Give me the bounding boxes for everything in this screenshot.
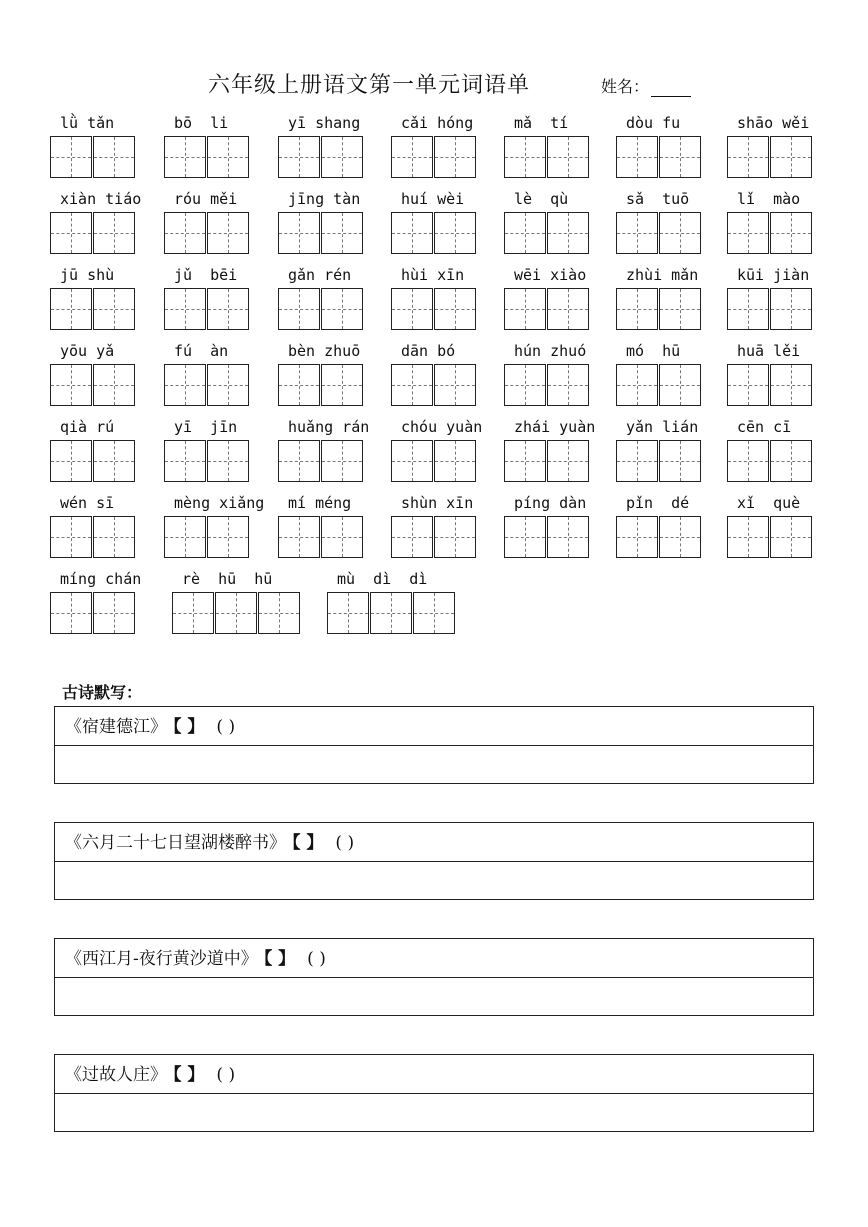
- tianzige-box[interactable]: [659, 288, 701, 330]
- tianzige-box[interactable]: [547, 136, 589, 178]
- pinyin-label: yǎn lián: [626, 418, 699, 436]
- writing-boxes: [391, 212, 477, 254]
- tianzige-box[interactable]: [93, 136, 135, 178]
- tianzige-box[interactable]: [164, 364, 206, 406]
- writing-boxes: [391, 364, 477, 406]
- tianzige-box[interactable]: [770, 516, 812, 558]
- pinyin-label: mí méng: [288, 494, 352, 512]
- poem-title: 《西江月-夜行黄沙道中》: [65, 949, 258, 969]
- writing-boxes: [172, 592, 301, 634]
- writing-boxes: [727, 136, 813, 178]
- tianzige-box[interactable]: [278, 516, 320, 558]
- name-blank-line[interactable]: [651, 82, 691, 97]
- tianzige-box[interactable]: [50, 592, 92, 634]
- tianzige-box[interactable]: [504, 212, 546, 254]
- tianzige-box[interactable]: [207, 440, 249, 482]
- tianzige-box[interactable]: [616, 364, 658, 406]
- writing-boxes: [164, 364, 250, 406]
- poem-box: [54, 822, 814, 900]
- writing-boxes: [727, 212, 813, 254]
- pinyin-label: pǐn dé: [626, 494, 690, 512]
- tianzige-box[interactable]: [50, 364, 92, 406]
- writing-boxes: [50, 592, 136, 634]
- tianzige-box[interactable]: [727, 440, 769, 482]
- tianzige-box[interactable]: [659, 440, 701, 482]
- writing-boxes: [727, 440, 813, 482]
- pinyin-label: yōu yǎ: [60, 342, 115, 360]
- tianzige-box[interactable]: [321, 364, 363, 406]
- pinyin-label: sǎ tuō: [626, 190, 690, 208]
- tianzige-box[interactable]: [727, 136, 769, 178]
- poem-writing-line[interactable]: [55, 746, 813, 784]
- tianzige-box[interactable]: [770, 364, 812, 406]
- pinyin-label: yī jīn: [174, 418, 238, 436]
- writing-boxes: [727, 364, 813, 406]
- tianzige-box[interactable]: [164, 516, 206, 558]
- writing-boxes: [50, 440, 136, 482]
- pinyin-label: cǎi hóng: [401, 114, 474, 132]
- pinyin-label: qià rú: [60, 418, 115, 436]
- writing-boxes: [504, 288, 590, 330]
- tianzige-box[interactable]: [391, 516, 433, 558]
- tianzige-box[interactable]: [172, 592, 214, 634]
- tianzige-box[interactable]: [727, 364, 769, 406]
- writing-boxes: [504, 364, 590, 406]
- tianzige-box[interactable]: [321, 212, 363, 254]
- writing-boxes: [278, 136, 364, 178]
- pinyin-label: kūi jiàn: [737, 266, 810, 284]
- tianzige-box[interactable]: [391, 288, 433, 330]
- poem-writing-line[interactable]: [55, 978, 813, 1016]
- tianzige-box[interactable]: [616, 440, 658, 482]
- poem-box: [54, 938, 814, 1016]
- pinyin-label: huí wèi: [401, 190, 465, 208]
- tianzige-box[interactable]: [547, 288, 589, 330]
- writing-boxes: [616, 288, 702, 330]
- tianzige-box[interactable]: [93, 516, 135, 558]
- tianzige-box[interactable]: [321, 516, 363, 558]
- tianzige-box[interactable]: [278, 212, 320, 254]
- tianzige-box[interactable]: [504, 136, 546, 178]
- tianzige-box[interactable]: [93, 288, 135, 330]
- dynasty-blank[interactable]: 【 】: [263, 949, 296, 969]
- writing-boxes: [727, 288, 813, 330]
- writing-boxes: [391, 440, 477, 482]
- writing-boxes: [50, 288, 136, 330]
- tianzige-box[interactable]: [391, 212, 433, 254]
- tianzige-box[interactable]: [93, 592, 135, 634]
- writing-boxes: [164, 136, 250, 178]
- writing-boxes: [278, 288, 364, 330]
- tianzige-box[interactable]: [434, 440, 476, 482]
- writing-boxes: [50, 212, 136, 254]
- tianzige-box[interactable]: [207, 516, 249, 558]
- tianzige-box[interactable]: [616, 212, 658, 254]
- poem-title: 《宿建德江》: [65, 717, 167, 737]
- pinyin-label: lè qù: [514, 190, 569, 208]
- writing-boxes: [616, 364, 702, 406]
- writing-boxes: [616, 440, 702, 482]
- pinyin-label: róu měi: [174, 190, 238, 208]
- writing-boxes: [504, 516, 590, 558]
- pinyin-label: rè hū hū: [182, 570, 273, 588]
- tianzige-box[interactable]: [50, 136, 92, 178]
- pinyin-label: yī shang: [288, 114, 361, 132]
- tianzige-box[interactable]: [434, 136, 476, 178]
- writing-boxes: [391, 516, 477, 558]
- tianzige-box[interactable]: [321, 440, 363, 482]
- pinyin-label: chóu yuàn: [401, 418, 483, 436]
- tianzige-box[interactable]: [278, 288, 320, 330]
- tianzige-box[interactable]: [207, 212, 249, 254]
- pinyin-label: mèng xiǎng: [174, 494, 265, 512]
- pinyin-label: bō li: [174, 114, 229, 132]
- tianzige-box[interactable]: [659, 516, 701, 558]
- pinyin-label: jīng tàn: [288, 190, 361, 208]
- pinyin-label: huā lěi: [737, 342, 801, 360]
- tianzige-box[interactable]: [93, 440, 135, 482]
- tianzige-box[interactable]: [659, 136, 701, 178]
- poem-title-row: [55, 939, 813, 978]
- tianzige-box[interactable]: [504, 440, 546, 482]
- pinyin-label: huǎng rán: [288, 418, 370, 436]
- tianzige-box[interactable]: [258, 592, 300, 634]
- name-field[interactable]: [601, 74, 691, 97]
- tianzige-box[interactable]: [504, 516, 546, 558]
- tianzige-box[interactable]: [727, 288, 769, 330]
- author-blank[interactable]: ( ): [216, 1065, 236, 1085]
- tianzige-box[interactable]: [278, 440, 320, 482]
- poem-writing-line[interactable]: [55, 862, 813, 900]
- poem-box: [54, 706, 814, 784]
- tianzige-box[interactable]: [434, 516, 476, 558]
- name-label: 姓名：: [601, 77, 650, 96]
- tianzige-box[interactable]: [547, 440, 589, 482]
- pinyin-label: mù dì dì: [337, 570, 428, 588]
- pinyin-label: mǎ tí: [514, 114, 569, 132]
- writing-boxes: [616, 516, 702, 558]
- tianzige-box[interactable]: [50, 440, 92, 482]
- pinyin-label: cēn cī: [737, 418, 792, 436]
- pinyin-label: fú àn: [174, 342, 229, 360]
- page-title: 六年级上册语文第一单元词语单: [208, 73, 531, 98]
- poem-writing-line[interactable]: [55, 1094, 813, 1132]
- tianzige-box[interactable]: [616, 516, 658, 558]
- tianzige-box[interactable]: [547, 364, 589, 406]
- tianzige-box[interactable]: [50, 516, 92, 558]
- tianzige-box[interactable]: [278, 364, 320, 406]
- writing-boxes: [504, 136, 590, 178]
- tianzige-box[interactable]: [770, 440, 812, 482]
- writing-boxes: [164, 440, 250, 482]
- tianzige-box[interactable]: [391, 440, 433, 482]
- dynasty-blank[interactable]: 【 】: [173, 1065, 205, 1085]
- writing-boxes: [504, 212, 590, 254]
- tianzige-box[interactable]: [370, 592, 412, 634]
- writing-boxes: [164, 516, 250, 558]
- poem-title-row: [55, 707, 813, 746]
- poem-title-row: [55, 1055, 813, 1094]
- tianzige-box[interactable]: [434, 212, 476, 254]
- pinyin-label: lǜ tǎn: [60, 114, 115, 132]
- tianzige-box[interactable]: [278, 136, 320, 178]
- tianzige-box[interactable]: [327, 592, 369, 634]
- writing-boxes: [278, 212, 364, 254]
- tianzige-box[interactable]: [616, 288, 658, 330]
- pinyin-label: mó hū: [626, 342, 681, 360]
- tianzige-box[interactable]: [50, 212, 92, 254]
- tianzige-box[interactable]: [215, 592, 257, 634]
- tianzige-box[interactable]: [207, 364, 249, 406]
- writing-boxes: [616, 136, 702, 178]
- writing-boxes: [504, 440, 590, 482]
- pinyin-label: wén sī: [60, 494, 115, 512]
- tianzige-box[interactable]: [547, 212, 589, 254]
- pinyin-label: gǎn rén: [288, 266, 352, 284]
- dynasty-blank[interactable]: 【 】: [173, 717, 205, 737]
- poem-section-heading: 古诗默写：: [62, 683, 143, 702]
- pinyin-label: píng dàn: [514, 494, 587, 512]
- writing-boxes: [50, 136, 136, 178]
- pinyin-label: dān bó: [401, 342, 456, 360]
- tianzige-box[interactable]: [770, 288, 812, 330]
- tianzige-box[interactable]: [93, 212, 135, 254]
- tianzige-box[interactable]: [727, 212, 769, 254]
- pinyin-label: dòu fu: [626, 114, 681, 132]
- tianzige-box[interactable]: [321, 136, 363, 178]
- poem-title-row: [55, 823, 813, 862]
- pinyin-label: zhùi mǎn: [626, 266, 699, 284]
- writing-boxes: [391, 288, 477, 330]
- pinyin-label: wēi xiào: [514, 266, 587, 284]
- tianzige-box[interactable]: [504, 364, 546, 406]
- tianzige-box[interactable]: [50, 288, 92, 330]
- pinyin-label: xǐ què: [737, 494, 801, 512]
- writing-boxes: [164, 212, 250, 254]
- tianzige-box[interactable]: [770, 212, 812, 254]
- tianzige-box[interactable]: [434, 364, 476, 406]
- tianzige-box[interactable]: [164, 136, 206, 178]
- pinyin-label: jū shù: [60, 266, 115, 284]
- tianzige-box[interactable]: [616, 136, 658, 178]
- tianzige-box[interactable]: [434, 288, 476, 330]
- pinyin-label: hùi xīn: [401, 266, 465, 284]
- pinyin-label: shùn xīn: [401, 494, 474, 512]
- tianzige-box[interactable]: [413, 592, 455, 634]
- writing-boxes: [391, 136, 477, 178]
- pinyin-label: bèn zhuō: [288, 342, 361, 360]
- tianzige-box[interactable]: [164, 440, 206, 482]
- tianzige-box[interactable]: [207, 136, 249, 178]
- pinyin-label: míng chán: [60, 570, 142, 588]
- tianzige-box[interactable]: [164, 288, 206, 330]
- dynasty-blank[interactable]: 【 】: [292, 833, 324, 853]
- writing-boxes: [50, 516, 136, 558]
- pinyin-label: shāo wěi: [737, 114, 810, 132]
- tianzige-box[interactable]: [727, 516, 769, 558]
- tianzige-box[interactable]: [391, 364, 433, 406]
- tianzige-box[interactable]: [547, 516, 589, 558]
- tianzige-box[interactable]: [321, 288, 363, 330]
- pinyin-label: jǔ bēi: [174, 266, 238, 284]
- tianzige-box[interactable]: [164, 212, 206, 254]
- author-blank[interactable]: ( ): [335, 833, 355, 853]
- pinyin-label: zhái yuàn: [514, 418, 596, 436]
- writing-boxes: [727, 516, 813, 558]
- poem-title: 《六月二十七日望湖楼醉书》: [65, 833, 286, 853]
- writing-boxes: [327, 592, 456, 634]
- tianzige-box[interactable]: [391, 136, 433, 178]
- pinyin-label: hún zhuó: [514, 342, 587, 360]
- tianzige-box[interactable]: [659, 364, 701, 406]
- author-blank[interactable]: ( ): [307, 949, 326, 969]
- author-blank[interactable]: ( ): [216, 717, 236, 737]
- pinyin-label: xiàn tiáo: [60, 190, 142, 208]
- tianzige-box[interactable]: [504, 288, 546, 330]
- writing-boxes: [164, 288, 250, 330]
- writing-boxes: [278, 440, 364, 482]
- writing-boxes: [50, 364, 136, 406]
- poem-title: 《过故人庄》: [65, 1065, 167, 1085]
- poem-box: [54, 1054, 814, 1132]
- tianzige-box[interactable]: [207, 288, 249, 330]
- tianzige-box[interactable]: [659, 212, 701, 254]
- tianzige-box[interactable]: [93, 364, 135, 406]
- writing-boxes: [278, 516, 364, 558]
- writing-boxes: [616, 212, 702, 254]
- pinyin-label: lǐ mào: [737, 190, 801, 208]
- writing-boxes: [278, 364, 364, 406]
- tianzige-box[interactable]: [770, 136, 812, 178]
